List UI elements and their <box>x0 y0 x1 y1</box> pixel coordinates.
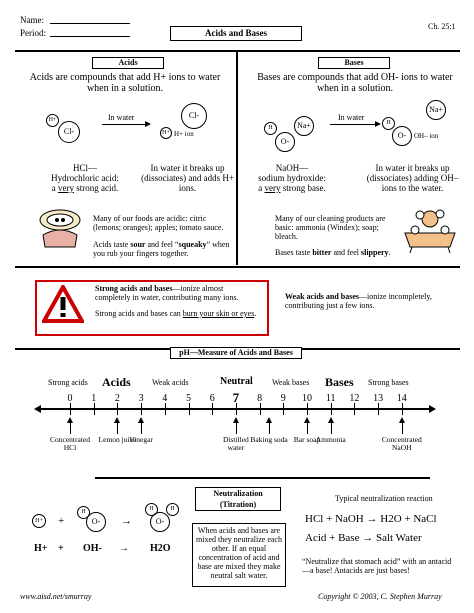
ph-example-pointer <box>331 422 332 434</box>
page-title: Acids and Bases <box>170 26 302 41</box>
name-label: Name: <box>20 15 44 25</box>
acids-scale-label: Acids <box>102 375 131 389</box>
neutralization-divider <box>95 477 430 479</box>
ph-number: 6 <box>209 393 215 404</box>
typical-reaction-label: Typical neutralization reaction <box>335 494 433 503</box>
bases-scale-label: Bases <box>325 375 354 389</box>
weak-text: Weak acids and bases—ionize incompletely, contributing just a few ions. <box>285 292 432 310</box>
neut-h2o: H2O <box>150 543 171 554</box>
ph-example-arrowhead <box>399 417 405 423</box>
base-arrow-label: In water <box>338 113 365 122</box>
ph-number: 10 <box>302 393 312 404</box>
oh-o-atom: O- <box>392 126 412 146</box>
ph-example-arrowhead <box>67 417 73 423</box>
ph-tick <box>94 403 95 415</box>
h2o-h1: H <box>145 503 158 516</box>
base-o-atom: O- <box>275 132 295 152</box>
ph-number: 1 <box>91 393 97 404</box>
h-ion: H+ <box>160 127 172 139</box>
ph-number: 5 <box>186 393 191 404</box>
acid-foods: Many of our foods are acidic: citric (lemons; oranges); apples; tomato sauce. <box>93 214 224 232</box>
h2o-h2: H <box>166 503 179 516</box>
neut-oh-h: H <box>77 506 90 519</box>
na-atom: Na+ <box>294 116 314 136</box>
period-label: Period: <box>20 28 46 38</box>
acids-heading: Acids <box>92 57 164 69</box>
neut-oh-minus: OH- <box>83 543 102 554</box>
ph-example-pointer <box>307 422 308 434</box>
oh-ion-label: OH– ion <box>414 132 439 140</box>
ph-axis-left-arrow <box>34 405 41 413</box>
ph-example-pointer <box>269 422 270 434</box>
base-taste: Bases taste bitter and feel slippery. <box>275 248 391 257</box>
ph-number: 14 <box>396 393 407 404</box>
ph-example-pointer <box>141 422 142 434</box>
ph-example-label: Ammonia <box>315 435 346 444</box>
oh-h-atom: H <box>382 117 395 130</box>
ph-example-label: Concentrated NaOH <box>381 435 422 452</box>
ph-example-pointer <box>70 422 71 434</box>
neutral-label: Neutral <box>220 376 253 387</box>
footer-url[interactable]: www.aisd.net/smurray <box>20 592 92 601</box>
ph-number: 12 <box>349 393 360 404</box>
neut-plus-1: + <box>58 515 65 527</box>
na-ion: Na+ <box>426 100 446 120</box>
ph-example-label: Distilled water <box>222 435 249 452</box>
ph-tick <box>70 403 71 415</box>
ph-number: 3 <box>138 393 144 404</box>
ph-example-label: Concentrated HCl <box>50 435 90 452</box>
neutralization-word-equation: Acid + Base → Salt Water <box>305 532 422 544</box>
warning-icon <box>42 285 84 323</box>
ph-example-label: Vinegar <box>129 435 153 444</box>
chapter-label: Ch. 25:1 <box>428 22 456 31</box>
ph-tick <box>354 403 355 415</box>
ph-example-pointer <box>402 422 403 434</box>
ph-tick <box>165 403 166 415</box>
ph-example-pointer <box>236 422 237 434</box>
ph-axis-right-arrow <box>429 405 436 413</box>
ph-example-arrowhead <box>114 417 120 423</box>
cl-ion: Cl- <box>181 103 207 129</box>
weak-acids-label: Weak acids <box>152 378 189 387</box>
neutralization-heading: Neutralization (Titration) <box>195 487 281 511</box>
neut-arrow-1: → <box>121 515 132 527</box>
strong-text: Strong acids and bases—ionize almost completely in water, contributing many ions. <box>95 284 239 302</box>
strong-acids-label: Strong acids <box>48 378 88 387</box>
ph-heading: pH—Measure of Acids and Bases <box>170 347 302 359</box>
ph-tick <box>307 403 308 415</box>
ph-number: 2 <box>114 393 120 404</box>
strong-bases-label: Strong bases <box>368 378 409 387</box>
ph-example-arrowhead <box>138 417 144 423</box>
ph-example-arrowhead <box>266 417 272 423</box>
neut-h-plus: H+ <box>34 543 48 554</box>
ph-number: 11 <box>325 393 336 404</box>
ph-number: 8 <box>257 393 263 404</box>
ph-example-pointer <box>117 422 118 434</box>
acid-arrow-head <box>145 121 151 127</box>
ph-tick <box>117 403 118 415</box>
hcl-example: HCl— Hydrochloric acid: a very strong acid. <box>51 163 119 193</box>
ph-tick <box>212 403 213 415</box>
ph-example-label: Lemon juice <box>98 435 137 444</box>
h-atom: H+ <box>46 114 59 127</box>
period-line <box>50 36 130 37</box>
acid-taste: Acids taste sour and feel “squeaky” when you rub your fingers together. <box>93 240 230 258</box>
ph-example-arrowhead <box>304 417 310 423</box>
neut-h-ion: H+ <box>32 514 46 528</box>
ph-tick <box>260 403 261 415</box>
acids-definition: Acids are compounds that add H+ ions to water when in a solution. <box>29 72 221 94</box>
ph-tick <box>283 403 284 415</box>
neut-arrow-2: → <box>119 543 129 554</box>
antacid-quote: “Neutralize that stomach acid” with an antacid—a base! Antacids are just bases! <box>302 557 452 575</box>
ph-tick <box>331 403 332 415</box>
ph-number: 7 <box>232 390 240 405</box>
ph-example-arrowhead <box>233 417 239 423</box>
neut-plus-2: + <box>58 543 64 554</box>
mid-divider <box>15 266 460 268</box>
base-cleaning: Many of our cleaning products are basic: ammonia (Windex); soap; bleach. <box>275 214 386 241</box>
neut-oh-o: O- <box>86 512 106 532</box>
base-arrow-shaft <box>330 124 376 125</box>
ph-tick <box>189 403 190 415</box>
strong-warning-text: Strong acids and bases can burn your skin or eyes. <box>95 309 257 318</box>
acid-arrow-shaft <box>102 124 146 125</box>
neutralization-equation: HCl + NaOH → H2O + NaCl <box>305 513 437 525</box>
weak-bases-label: Weak bases <box>272 378 310 387</box>
base-h-atom: H <box>264 122 277 135</box>
name-line <box>50 23 130 24</box>
neutralization-explanation: When acids and bases are mixed they neutralize each other. If an equal concentration of acid and base are mixed they make neutral salt water. <box>192 523 286 587</box>
base-arrow-head <box>375 121 381 127</box>
acid-breakup: In water it breaks up (dissociates) and adds H+ ions. <box>141 163 234 193</box>
ph-number: 9 <box>280 393 286 404</box>
ph-number: 13 <box>373 393 384 404</box>
ph-tick <box>378 403 379 415</box>
bases-definition: Bases are compounds that add OH- ions to water when in a solution. <box>257 72 453 94</box>
ph-example-arrowhead <box>328 417 334 423</box>
ph-number: 4 <box>162 393 168 404</box>
ph-tick <box>402 403 403 415</box>
bathtub-illustration <box>400 205 460 255</box>
h2o-o: O- <box>150 512 170 532</box>
bases-heading: Bases <box>318 57 390 69</box>
footer-copyright: Copyright © 2003, C. Stephen Murray <box>318 592 442 601</box>
ph-example-label: Baking soda <box>250 435 288 444</box>
ph-number: 0 <box>67 393 73 404</box>
h-ion-label: H+ ion <box>174 130 194 138</box>
ph-example-label: Bar soap <box>293 435 321 444</box>
cl-atom: Cl- <box>58 121 80 143</box>
naoh-example: NaOH— sodium hydroxide: a very strong base. <box>258 163 326 193</box>
center-divider <box>236 50 238 265</box>
apple-illustration <box>35 205 85 250</box>
acid-arrow-label: In water <box>108 113 135 122</box>
ph-tick <box>141 403 142 415</box>
base-breakup: In water it breaks up (dissociates) adding OH– ions to the water. <box>366 163 459 193</box>
